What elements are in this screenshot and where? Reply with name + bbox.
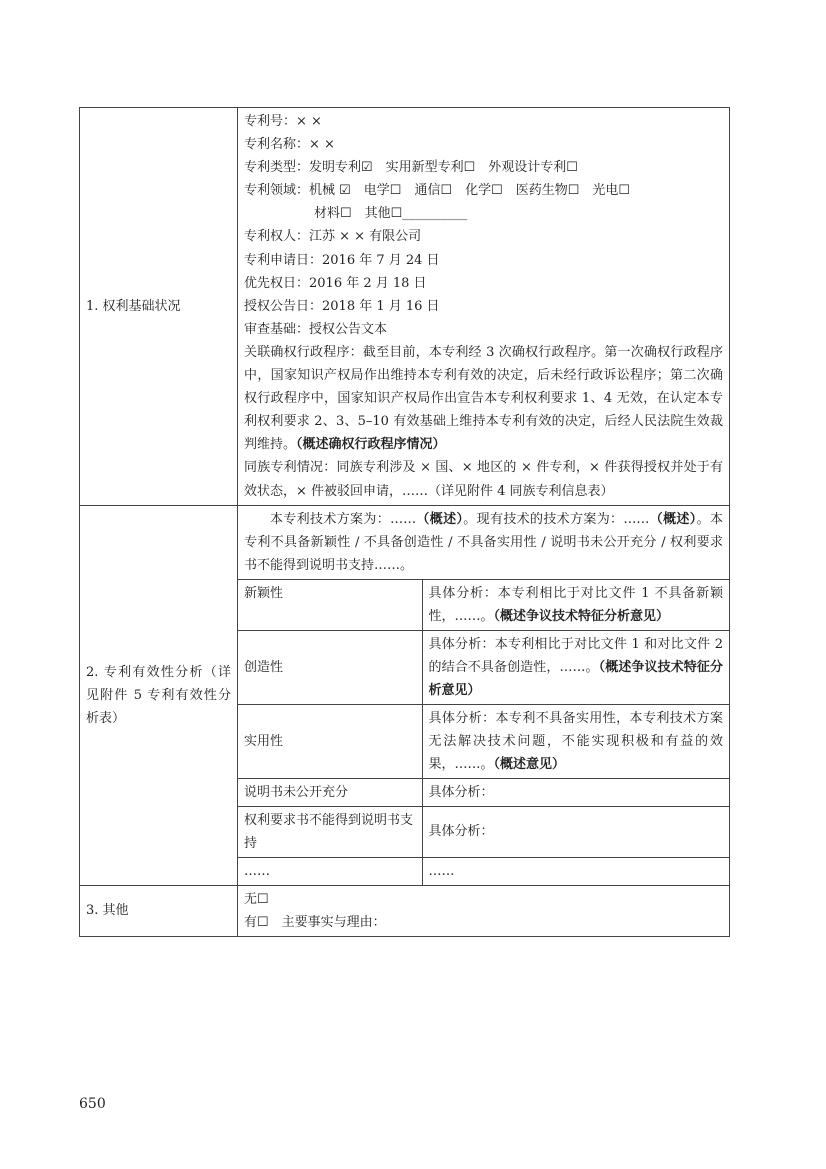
analysis-name: 实用性 <box>238 704 422 778</box>
analysis-text: 具体分析： <box>422 778 729 806</box>
other-none: 无☐ <box>244 891 269 907</box>
priority-date: 优先权日：2016 年 2 月 18 日 <box>244 275 427 291</box>
analysis-name: 新颖性 <box>238 579 422 630</box>
family-patents: 同族专利情况：同族专利涉及 × 国、× 地区的 × 件专利，× 件获得授权并处于有效状态，× 件被驳回申请，……（详见附件 4 同族专利信息表） <box>244 460 723 499</box>
analysis-text: 具体分析：本专利相比于对比文件 1 不具备新颖性，……。（概述争议技术特征分析意见） <box>422 579 729 630</box>
section-2-row <box>80 505 730 885</box>
section-3-label: 3. 其他 <box>80 885 238 936</box>
analysis-name: …… <box>238 857 422 885</box>
application-date: 专利申请日：2016 年 7 月 24 日 <box>244 252 440 268</box>
analysis-row-practicality <box>238 704 729 778</box>
analysis-name: 说明书未公开充分 <box>238 778 422 806</box>
section-2-label: 2. 专利有效性分析（详见附件 5 专利有效性分析表） <box>80 505 238 885</box>
analysis-name: 创造性 <box>238 630 422 704</box>
patent-status-table <box>79 107 730 937</box>
analysis-row-disclosure <box>238 778 729 806</box>
other-exists: 有☐ 主要事实与理由： <box>244 914 386 930</box>
analysis-row-etc <box>238 857 729 885</box>
related-procedure: 关联确权行政程序：截至目前，本专利经 3 次确权行政程序。第一次确权行政程序中，国家知识产权局作出维持本专利有效的决定，后未经行政诉讼程序；第二次确权行政程序中，国家知识产权局作出宣告本专利权利要求 1、4 无效，在认定本专利权利要求 2、3、5–10 有效基础上维持本专利有效的决定，后经人民法院生效裁判维持。（概述确权行政程序情况） <box>244 344 723 453</box>
section-3-row <box>80 885 730 936</box>
analysis-text: 具体分析： <box>422 806 729 857</box>
section-2-intro: 本专利技术方案为：……（概述）。现有技术的技术方案为：……（概述）。本专利不具备新颖性 / 不具备创造性 / 不具备实用性 / 说明书未公开充分 / 权利要求书不能得到说明书支持……。 <box>244 511 723 573</box>
examination-basis: 审查基础：授权公告文本 <box>244 321 388 337</box>
analysis-name: 权利要求书不能得到说明书支持 <box>238 806 422 857</box>
patent-name: 专利名称：× × <box>244 137 335 153</box>
section-2-content <box>238 505 730 885</box>
patent-type: 专利类型：发明专利☑ 实用新型专利☐ 外观设计专利☐ <box>244 160 578 176</box>
grant-date: 授权公告日：2018 年 1 月 16 日 <box>244 298 440 314</box>
section-1-label: 1. 权利基础状况 <box>80 108 238 506</box>
analysis-row-inventiveness <box>238 630 729 704</box>
analysis-text: 具体分析：本专利相比于对比文件 1 和对比文件 2 的结合不具备创造性，……。（概述争议技术特征分析意见） <box>422 630 729 704</box>
analysis-subtable <box>238 579 729 885</box>
analysis-text: …… <box>422 857 729 885</box>
analysis-row-novelty <box>238 579 729 630</box>
section-3-content <box>238 885 730 936</box>
analysis-row-support <box>238 806 729 857</box>
section-1-content <box>238 108 730 506</box>
page-number: 650 <box>79 1096 106 1112</box>
patent-field-cont: 材料☐ 其他☐__________ <box>314 206 468 222</box>
patent-field: 专利领域：机械 ☑ 电学☐ 通信☐ 化学☐ 医药生物☐ 光电☐ <box>244 183 631 199</box>
patent-number: 专利号：× × <box>244 114 322 129</box>
section-1-row <box>80 108 730 506</box>
analysis-text: 具体分析：本专利不具备实用性，本专利技术方案无法解决技术问题，不能实现积极和有益的效果，……。（概述意见） <box>422 704 729 778</box>
patentee: 专利权人：江苏 × × 有限公司 <box>244 229 422 245</box>
